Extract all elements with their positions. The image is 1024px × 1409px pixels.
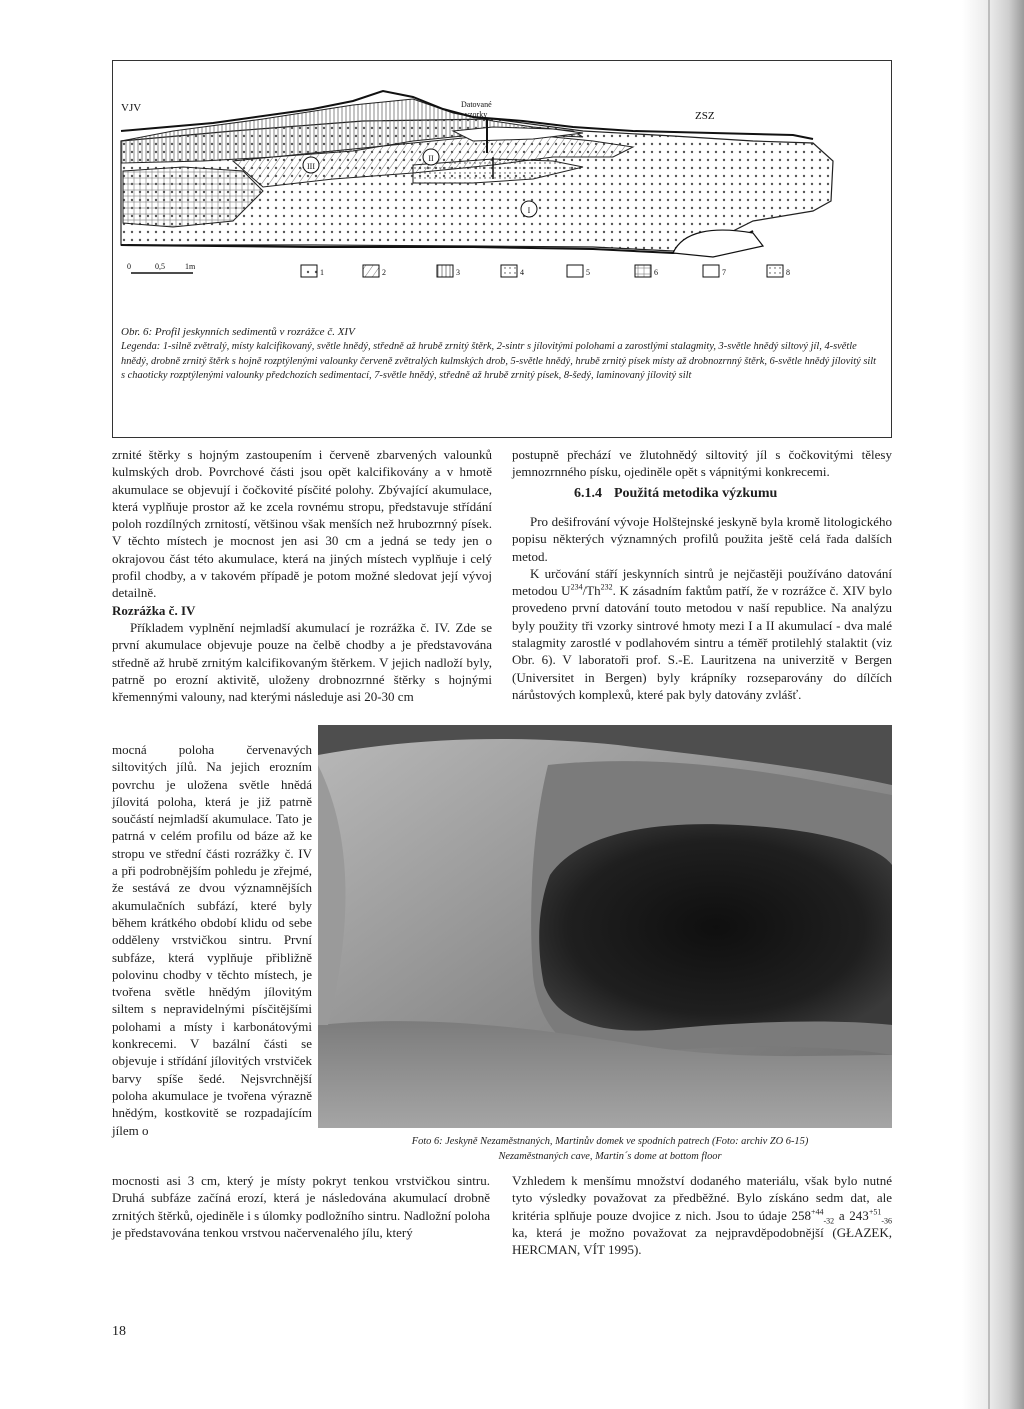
figure-caption (121, 325, 881, 383)
legend-5 (567, 265, 590, 277)
svg-text:2: 2 (382, 268, 386, 277)
page-edge-line (988, 0, 990, 1409)
photo-caption (320, 1135, 900, 1164)
svg-text:5: 5 (586, 268, 590, 277)
scale-0: 0 (127, 262, 131, 271)
legend-3 (437, 265, 460, 277)
legend-6 (635, 265, 658, 277)
svg-text:7: 7 (722, 268, 726, 277)
label-dating-2: vzorky (465, 110, 488, 119)
svg-text:1: 1 (320, 268, 324, 277)
svg-text:4: 4 (520, 268, 524, 277)
roman-iii: III (307, 162, 315, 171)
svg-text:3: 3 (456, 268, 460, 277)
label-dating-1: Datované (461, 100, 492, 109)
right-column-tail (512, 1172, 892, 1258)
section-heading-614 (574, 486, 777, 502)
right-paragraph-4: Vzhledem k menšímu množství dodaného materiálu, však bylo nutné tyto výsledky považovat za předběžné. Bylo získáno sedm dat, ale kritéria splňuje pouze dvojice z nich. Jsou to údaje $258^{+44}_{-32}$ a $243^{+51}_{-36}$ ka, která je možno považovat za nejpravděpodobnější (GŁAZEK, HERCMAN, VÍT 1995). (512, 1173, 892, 1258)
label-vjv: VJV (121, 102, 142, 114)
section-number: 6.1.4 (574, 486, 602, 501)
left-tail-text: mocnosti asi 3 cm, který je místy pokryt tenkou vrstvičkou sintru. Druhá subfáze začíná erozí, která je následována akumulací drobně zrnitých štěrků, ojediněle i s úlomky podložního sintru. Nadložní poloha je představována tenkou vrstvou načervenalého jílu, který (112, 1173, 490, 1240)
legend-4 (501, 265, 524, 277)
figure-caption-title: Obr. 6: Profil jeskynních sedimentů v rozrážce č. XIV (121, 326, 355, 338)
svg-text:6: 6 (654, 268, 658, 277)
svg-text:8: 8 (786, 268, 790, 277)
right-paragraph-3: K určování stáří jeskynních sintrů je nejčastěji používáno datování metodou $U^{234}/Th^{232}$. K zásadním faktům patří, že v rozrážce č. XIV bylo provedeno první datování touto metodou v naší republice. Na analýzu byly použity tři vzorky sintrové hmoty mezi I a II akumulací - dva malé stalagmity zarostlé v podlahovém sintru a téměř protilehlý stalaktit (viz Obr. 6). V laboratoři prof. S.-E. Lauritzena na univerzitě v Bergen (Universitet in Bergen) byly krápníky rozseparovány do dílčích nárůstových komplexů, které pak byly datovány zvlášť. (512, 565, 892, 702)
legend-7 (703, 265, 726, 277)
legend-8 (767, 265, 790, 277)
right-paragraph-1: postupně přechází ve žlutohnědý siltovitý jíl s čočkovitými tělesy jemnozrnného písku, ojediněle opět s vápnitými konkrecemi. (512, 447, 892, 480)
legend-1 (301, 265, 324, 277)
cave-profile-drawing (113, 61, 891, 321)
section-title: Použitá metodika výzkumu (614, 486, 778, 501)
right-paragraph-2: Pro dešifrování vývoje Holštejnské jeskyně byla kromě litologického popisu některých významných profilů použita ještě celá řada dalších metod. (512, 514, 892, 564)
left-column-top (112, 446, 492, 705)
photo-caption-line-2: Nezaměstnaných cave, Martin´s dome at bottom floor (498, 1150, 722, 1162)
scale-05: 0,5 (155, 262, 165, 271)
right-column-top (512, 446, 892, 481)
scale-1m: 1m (185, 262, 196, 271)
roman-ii: II (428, 154, 434, 163)
right-column-methods (512, 513, 892, 703)
legend-2 (363, 265, 386, 277)
left-column-narrow (112, 741, 312, 1139)
figure-caption-legend: Legenda: 1-silně zvětralý, místy kalcifikovaný, světle hnědý, středně až hrubě zrnitý štěrk, 2-sintr s jílovitými polohami a zarostlými stalagmity, 3-světle hnědý siltový jíl, 4-světle hnědý, drobně zrnitý štěrk s hojně rozptýlenými valounky červeně zvětralých kulmských drob, 5-světle hnědý, hrubě zrnitý písek místy až drobnozrnný štěrk, 6-světle hnědý jílovitý silt s chaoticky rozptýlenými valounky předchozích sedimentací, 7-světle hnědý, středně až hrubě zrnitý písek, 8-šedý, laminovaný jílovitý silt (121, 341, 877, 381)
label-zsz: ZSZ (695, 110, 715, 122)
photo-caption-line-1: Foto 6: Jeskyně Nezaměstnaných, Martinův domek ve spodních patrech (Foto: archiv ZO 6-15) (411, 1136, 809, 1147)
cave-photo-image (318, 725, 892, 1128)
left-column-tail (112, 1172, 490, 1241)
cave-photo (318, 725, 892, 1128)
left-narrow-text: mocná poloha červenavých siltovitých jílů. Na jejich erozním povrchu je uložena světle hnědá jílovitá poloha, která je již patrně součástí nejmladší akumulace. Tato je patrná v celém profilu od báze až ke stropu ve střední části rozrážky č. IV a při podrobnějším pohledu je zřejmé, že sestává ze dvou významnějších akumulačních subfází, které byly během krátkého období klidu od sebe odděleny vrstvičkou sintru. První subfáze, která vyplňuje přibližně polovinu chodby v těchto místech, je tvořena světle hnědým jílovitým siltem s nepravidelnými písčitějšími polohami a místy i karbonátovými konkrecemi. V bazální části se objevuje i střídání jílovitých vrstviček barvy spíše šedé. Nejsvrchnější poloha akumulace je tvořena výrazně hnědým, kostkovitě se rozpadajícím jílem o (112, 742, 312, 1138)
section-heading-rozrazka-iv: Rozrážka č. IV (112, 602, 196, 618)
page-number: 18 (112, 1324, 126, 1339)
left-paragraph-2: Příkladem vyplnění nejmladší akumulací je rozrážka č. IV. Zde se první akumulace objevuje pouze na čelbě chodby a je představována středně až hrubě zrnitým kalcifikovaným štěrkem. V jejich nadloží byly, patrně po erozní aktivitě, uloženy drobnozrnné štěrky s hojnými křemennými valouny, nad kterými následuje asi 20-30 cm (112, 619, 492, 705)
figure-box (112, 60, 892, 438)
roman-i: I (527, 206, 531, 215)
page-edge-shadow (962, 0, 1024, 1409)
left-paragraph-1: zrnité štěrky s hojným zastoupením i červeně zbarvených valounků kulmských drob. Povrchové části jsou opět kalcifikovány a v hmotě akumulace se objevují i čočkovité písčité polohy. Zbývající akumulace, která vyplňuje prostor až ke zcela rovnému stropu, představuje střídání poloh rozdílných zrnitostí, většinou však menších než hrubozrnný písek. V těchto místech je mocnost jen asi 30 cm a jedná se tedy jen o okrajovou část této akumulace, která na jiných místech vyplňuje i celý profil chodby, a v takovém případě je potom možné sledovat její vývoj detailně. (112, 447, 492, 601)
